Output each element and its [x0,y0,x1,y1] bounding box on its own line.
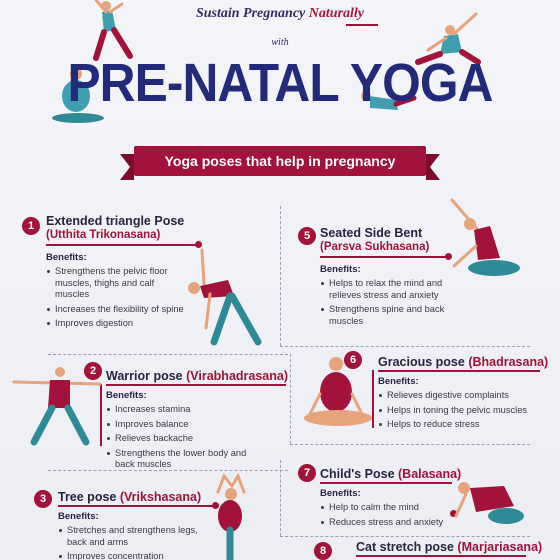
pose-6-number: 6 [344,351,362,369]
pose-7-number: 7 [298,464,316,482]
pose-5-benefit: Helps to relax the mind and relieves stress and anxiety [320,278,460,301]
with-label: with [271,37,289,48]
seated-side-bend-illustration [448,196,524,286]
pose-3-sanskrit: (Vrikshasana) [119,490,202,504]
pose-7-title [320,467,461,481]
tagline [0,6,560,22]
pose-3-number: 3 [34,490,52,508]
pose-3-benefits-label: Benefits: [58,511,99,522]
pose-5-benefits-label: Benefits: [320,264,361,275]
pose-2-underline [106,384,286,386]
tagline-main: Sustain Pregnancy [195,6,309,21]
pose-8-underline [356,555,526,557]
tagline-underline [346,24,378,26]
triangle-pose-illustration [180,244,270,350]
pose-2-benefit: Relieves backache [106,433,266,445]
divider-v-1 [280,206,281,346]
pose-6-benefit: Helps to reduce stress [378,419,538,431]
divider-v-3 [280,460,281,536]
pose-5-benefits-list [320,278,460,330]
pose-3-title-text: Tree pose [58,490,120,504]
pose-5-underline [320,256,446,258]
pose-3-benefit: Improves concentration [58,551,208,560]
pose-2-benefit: Strengthens the lower body and back muscles [106,448,266,471]
pose-6-sanskrit: (Bhadrasana) [468,355,549,369]
divider-v-2 [290,354,291,444]
pose-2-benefit: Increases stamina [106,404,266,416]
pose-2-benefit: Improves balance [106,419,266,431]
pose-3-benefit: Stretches and strengthens legs, back and arms [58,525,208,548]
pose-6-benefits-label: Benefits: [378,376,419,387]
pose-7-benefits-list [320,502,460,531]
pose-1-benefits-list [46,266,186,333]
pose-5-number: 5 [298,227,316,245]
pose-6-underline [378,370,540,372]
pose-8-title-text: Cat stretch pose [356,540,458,554]
pose-7-title-text: Child's Pose [320,467,398,481]
pose-3-underline [58,505,216,507]
tree-pose-illustration [206,474,256,560]
pose-1-benefits-label: Benefits: [46,252,87,263]
pose-5-benefit: Strengthens spine and back muscles [320,304,460,327]
pose-1-benefit: Increases the flexibility of spine [46,304,186,316]
pose-6-benefit: Helps in toning the pelvic muscles [378,405,538,417]
pose-6-benefit: Relieves digestive complaints [378,390,538,402]
pose-1-sanskrit: (Utthita Trikonasana) [46,229,161,241]
pose-7-benefits-label: Benefits: [320,488,361,499]
pose-2-number: 2 [84,362,102,380]
pose-8-sanskrit: (Marjariasana) [457,540,543,554]
pose-8-title [356,540,542,554]
pose-8-number: 8 [314,542,332,560]
tagline-accent: Naturally [308,6,365,21]
pose-1-number: 1 [22,217,40,235]
pose-7-sanskrit: (Balasana) [398,467,462,481]
divider-h-3 [290,444,530,445]
divider-h-1 [280,346,530,347]
pose-2-title [106,369,288,383]
pose-2-title-text: Warrior pose [106,369,187,383]
gracious-pose-illustration [300,354,376,430]
pose-1-title: Extended triangle Pose [46,214,185,228]
pose-3-title [58,490,201,504]
pose-2-sanskrit: (Virabhadrasana) [186,369,289,383]
pose-1-benefit: Improves digestion [46,318,186,330]
pose-1-underline [46,244,196,246]
pose-2-benefits-label: Benefits: [106,390,147,401]
ribbon-tail-right [426,154,440,180]
pose-6-title [378,355,548,369]
divider-h-2 [48,354,288,355]
pose-7-benefit: Help to calm the mind [320,502,460,514]
pose-1-benefit: Strengthens the pelvic floor muscles, thighs and calf muscles [46,266,186,301]
pose-6-title-text: Gracious pose [378,355,469,369]
pose-7-underline [320,482,452,484]
pose-6-benefits-list [378,390,538,434]
banner-text: Yoga poses that help in pregnancy [134,146,426,176]
pose-3-benefits-list [58,525,208,560]
divider-h-5 [280,536,530,537]
pose-7-benefit: Reduces stress and anxiety [320,517,460,529]
childs-pose-illustration [452,476,528,530]
main-title: PRE-NATAL YOGA [67,53,493,113]
pose-5-sanskrit: (Parsva Sukhasana) [320,241,430,253]
warrior-pose-illustration [12,366,102,446]
ribbon-tail-left [120,154,134,180]
pose-5-title: Seated Side Bent [320,226,423,240]
pose-2-benefits-list [106,404,266,474]
banner-ribbon [120,146,440,180]
